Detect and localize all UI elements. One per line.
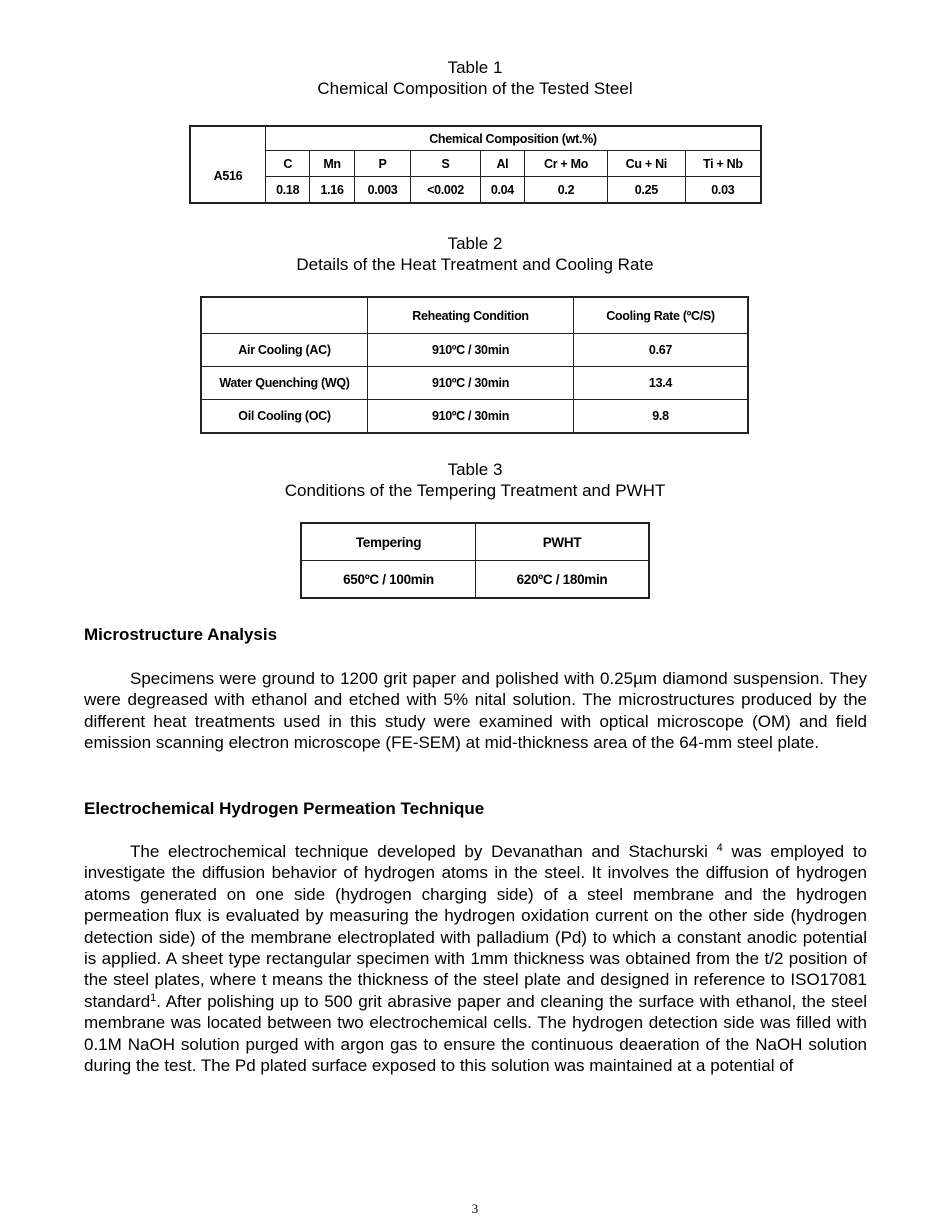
table2-heat-treatment <box>200 296 749 434</box>
paragraph-text: . After polishing up to 500 grit abrasive paper and cleaning the surface with ethanol, the steel membrane was located between two electrochemical cells. The hydrogen detection side was filled with 0.1M NaOH solution purged with argon gas to ensure the continuous deaeration of the NaOH solution during the test. The Pd plated surface exposed to this solution was maintained at a potential of <box>84 991 867 1076</box>
reference-superscript: 4 <box>716 842 723 854</box>
reference-superscript: 1 <box>150 991 157 1004</box>
table3-value-cell: 650ºC / 100min <box>301 561 476 599</box>
table2-cell: 9.8 <box>574 400 749 434</box>
table1-value-cell: 0.2 <box>525 177 608 204</box>
table1-value-cell: 0.04 <box>480 177 524 204</box>
table1-col-header: Ti + Nb <box>685 151 761 177</box>
table2-label: Table 2 <box>447 234 503 253</box>
table1-label: Table 1 <box>447 58 503 77</box>
table1-group-header: Chemical Composition (wt.%) <box>266 126 762 151</box>
table3-header-cell: Tempering <box>301 523 476 561</box>
paragraph-microstructure: Specimens were ground to 1200 grit paper and polished with 0.25µm diamond suspension. They were degreased with ethanol and etched with 5% nital solution. The microstructures produced by the different heat treatments used in this study were examined with optical microscope (OM) and field emission scanning electron microscope (FE-SEM) at mid-thickness area of the 64-mm steel plate. <box>84 669 867 753</box>
table1-col-header: Mn <box>310 151 354 177</box>
table2-cell: 910ºC / 30min <box>368 367 574 400</box>
paragraph-text: The electrochemical technique developed by Devanathan and Stachurski <box>130 842 717 861</box>
table2-row-label: Water Quenching (WQ) <box>201 367 368 400</box>
table3-value-cell: 620ºC / 180min <box>476 561 650 599</box>
table1-value-cell: 0.03 <box>685 177 761 204</box>
table3-title: Conditions of the Tempering Treatment and PWHT <box>284 481 666 500</box>
table2-title: Details of the Heat Treatment and Cooling Rate <box>296 255 654 274</box>
table2-header-cell: Cooling Rate (ºC/S) <box>574 297 749 334</box>
table3-tempering-pwht <box>300 522 650 599</box>
table1-col-header: Cr + Mo <box>525 151 608 177</box>
paragraph-hydrogen-permeation <box>84 841 867 1076</box>
section-heading-hydrogen-permeation: Electrochemical Hydrogen Permeation Technique <box>84 799 485 818</box>
table1-col-header: S <box>411 151 480 177</box>
table2-cell: 0.67 <box>574 334 749 367</box>
table1-chemical-composition <box>189 125 762 204</box>
table1-value-cell: 0.18 <box>266 177 310 204</box>
table2-row-label: Air Cooling (AC) <box>201 334 368 367</box>
paragraph-text: was employed to investigate the diffusion behavior of hydrogen atoms in the steel. It involves the diffusion of hydrogen atoms generated on one side (hydrogen charging side) of a steel membrane and the hydrogen permeation flux is evaluated by measuring the hydrogen oxidation current on the other side (hydrogen detection side) of the membrane electroplated with palladium (Pd) to which a constant anodic potential is applied. A sheet type rectangular specimen with 1mm thickness was obtained from the t/2 position of the steel plates, where t means the thickness of the steel plate and designed in reference to ISO17081 standard <box>84 842 867 1011</box>
table1-col-header: Cu + Ni <box>607 151 685 177</box>
table1-value-cell: 1.16 <box>310 177 354 204</box>
page-number: 3 <box>471 1201 479 1216</box>
table2-header-cell: Reheating Condition <box>368 297 574 334</box>
table2-row-label: Oil Cooling (OC) <box>201 400 368 434</box>
section-heading-microstructure: Microstructure Analysis <box>84 625 278 644</box>
table1-col-header: Al <box>480 151 524 177</box>
table1-row-label: A516 <box>190 151 266 204</box>
table1-col-header: P <box>354 151 411 177</box>
table3-header-cell: PWHT <box>476 523 650 561</box>
table2-cell: 13.4 <box>574 367 749 400</box>
table1-value-cell: <0.002 <box>411 177 480 204</box>
table2-header-cell <box>201 297 368 334</box>
table1-title: Chemical Composition of the Tested Steel <box>317 79 633 98</box>
table2-cell: 910ºC / 30min <box>368 400 574 434</box>
table2-cell: 910ºC / 30min <box>368 334 574 367</box>
table1-value-cell: 0.25 <box>607 177 685 204</box>
table1-corner-cell <box>190 126 266 151</box>
table1-value-cell: 0.003 <box>354 177 411 204</box>
table3-label: Table 3 <box>447 460 503 479</box>
table1-col-header: C <box>266 151 310 177</box>
